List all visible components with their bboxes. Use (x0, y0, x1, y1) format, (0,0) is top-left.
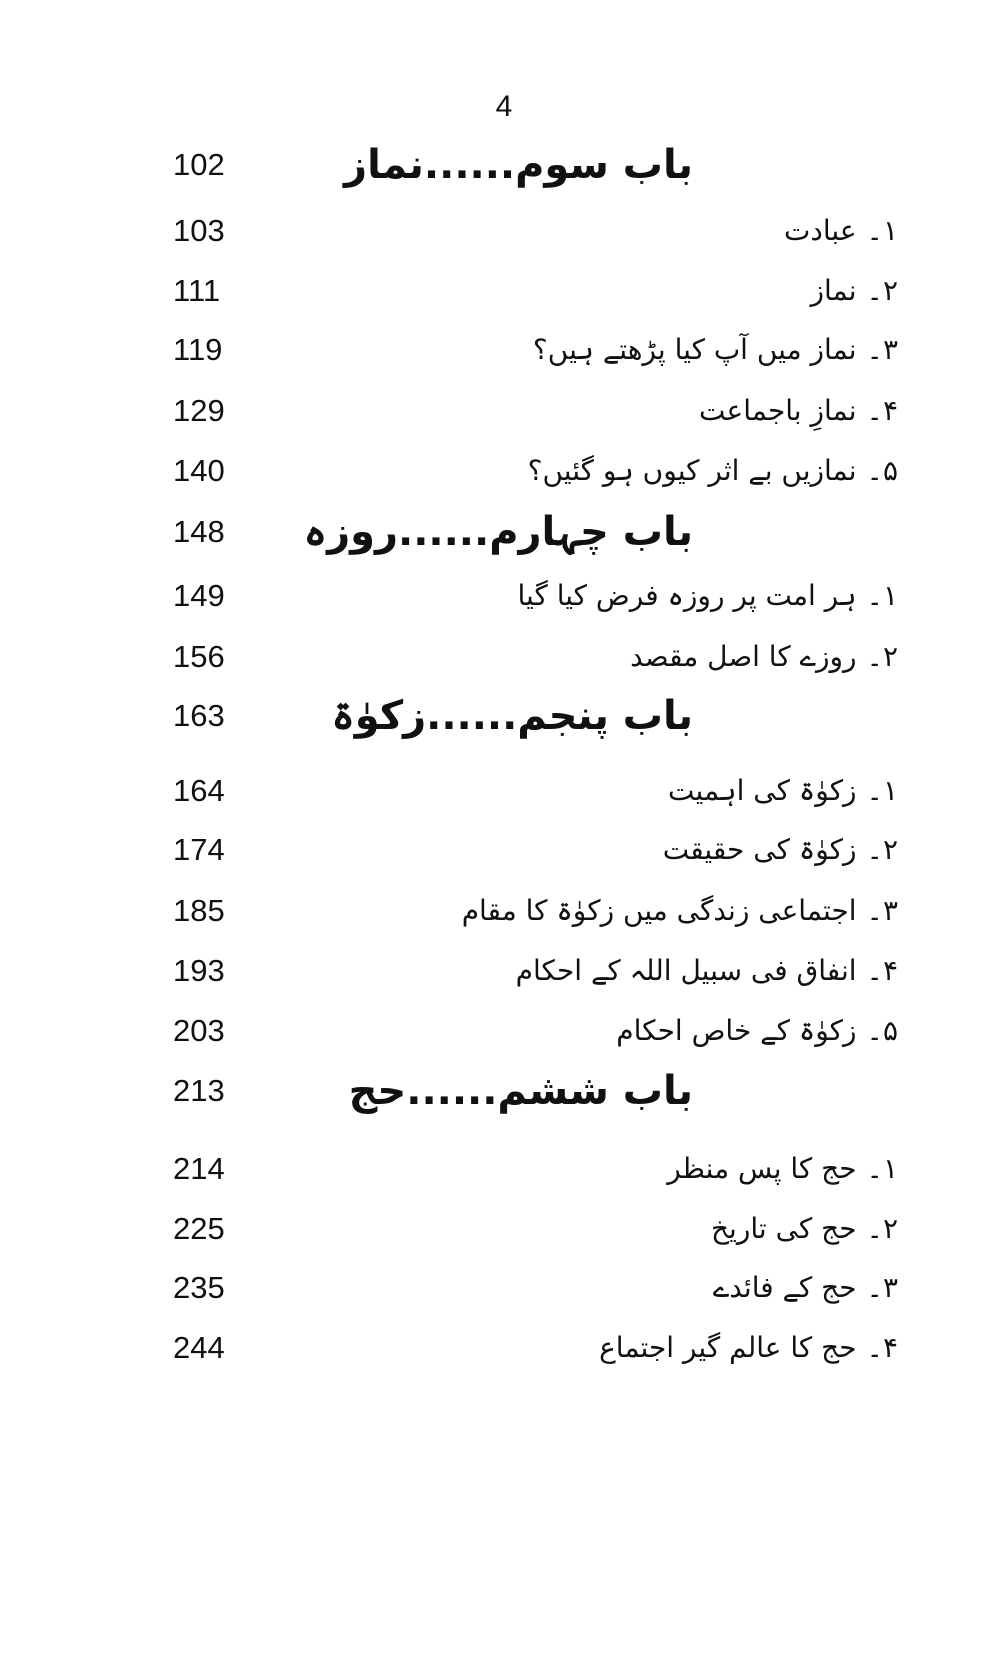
toc-section-row (0, 1260, 1008, 1316)
toc-section-row (0, 263, 1008, 319)
toc-section-row (0, 1201, 1008, 1257)
toc-section-row (0, 383, 1008, 439)
chapter-title: باب ششم......حج (348, 1068, 693, 1114)
section-title: اجتماعی زندگی میں زکوٰۃ کا مقام (461, 894, 857, 927)
section-page-number: 164 (173, 773, 225, 808)
section-number: ۲۔ (866, 274, 898, 307)
section-page-number: 203 (173, 1013, 225, 1048)
section-entry (599, 1320, 898, 1376)
section-title: حج کا عالم گیر اجتماع (599, 1331, 857, 1364)
toc-chapter-row (0, 688, 1008, 744)
section-page-number: 119 (173, 332, 223, 367)
section-page-number: 214 (173, 1151, 225, 1186)
section-entry (516, 943, 898, 999)
chapter-title: باب سوم......نماز (344, 142, 693, 188)
section-title: حج کے فائدے (712, 1271, 857, 1304)
section-entry (668, 763, 898, 819)
section-entry (528, 443, 898, 499)
section-entry (630, 629, 898, 685)
section-number: ۵۔ (866, 1014, 898, 1047)
section-page-number: 103 (173, 213, 225, 248)
toc-section-row (0, 1320, 1008, 1376)
section-page-number: 129 (173, 393, 225, 428)
toc-section-row (0, 203, 1008, 259)
section-number: ۲۔ (866, 640, 898, 673)
section-page-number: 225 (173, 1211, 225, 1246)
toc-section-row (0, 1003, 1008, 1059)
section-number: ۳۔ (866, 894, 898, 927)
section-entry (517, 568, 898, 624)
section-number: ۱۔ (866, 214, 898, 247)
section-title: انفاق فی سبیل اللہ کے احکام (515, 954, 857, 987)
section-title: نمازِ باجماعت (699, 394, 857, 427)
section-title: زکوٰۃ کی حقیقت (662, 833, 857, 866)
section-title: ہر امت پر روزہ فرض کیا گیا (517, 579, 857, 612)
section-entry (711, 1201, 898, 1257)
chapter-title: باب پنجم......زکوٰۃ (331, 693, 693, 739)
section-page-number: 193 (173, 953, 225, 988)
chapter-page-number: 102 (173, 147, 225, 182)
section-entry (462, 883, 898, 939)
section-title: حج کا پس منظر (667, 1152, 857, 1185)
toc-chapter-row (0, 504, 1008, 560)
section-page-number: 156 (173, 639, 225, 674)
section-entry (533, 322, 898, 378)
section-number: ۳۔ (866, 1271, 898, 1304)
section-title: زکوٰۃ کے خاص احکام (616, 1014, 857, 1047)
section-number: ۴۔ (866, 394, 898, 427)
section-number: ۱۔ (866, 1152, 898, 1185)
section-title: عبادت (784, 214, 857, 247)
toc-chapter-row (0, 1063, 1008, 1119)
section-number: ۱۔ (866, 774, 898, 807)
toc-section-row (0, 443, 1008, 499)
chapter-page-number: 163 (173, 698, 225, 733)
toc-section-row (0, 1141, 1008, 1197)
section-entry (784, 203, 898, 259)
toc-section-row (0, 822, 1008, 878)
section-number: ۲۔ (866, 833, 898, 866)
section-title: زکوٰۃ کی اہمیت (668, 774, 857, 807)
section-title: حج کی تاریخ (710, 1212, 857, 1245)
section-number: ۴۔ (866, 954, 898, 987)
section-title: نمازیں بے اثر کیوں ہو گئیں؟ (527, 454, 857, 487)
section-number: ۴۔ (866, 1331, 898, 1364)
section-title: نماز (810, 274, 857, 307)
section-entry (713, 1260, 898, 1316)
toc-section-row (0, 629, 1008, 685)
toc-section-row (0, 568, 1008, 624)
section-page-number: 235 (173, 1270, 225, 1305)
chapter-page-number: 148 (173, 514, 225, 549)
section-entry (616, 1003, 898, 1059)
section-entry (699, 383, 898, 439)
section-title: روزے کا اصل مقصد (630, 640, 857, 673)
section-page-number: 140 (173, 453, 225, 488)
section-page-number: 244 (173, 1330, 225, 1365)
section-page-number: 174 (173, 832, 225, 867)
chapter-title: باب چہارم......روزہ (303, 509, 693, 555)
section-page-number: 111 (173, 273, 221, 308)
section-page-number: 185 (173, 893, 225, 928)
toc-chapter-row (0, 137, 1008, 193)
section-number: ۲۔ (866, 1212, 898, 1245)
toc-section-row (0, 943, 1008, 999)
toc-section-row (0, 883, 1008, 939)
section-page-number: 149 (173, 578, 225, 613)
section-title: نماز میں آپ کیا پڑھتے ہیں؟ (532, 333, 857, 366)
section-entry (667, 1141, 898, 1197)
section-number: ۳۔ (866, 333, 898, 366)
section-number: ۵۔ (866, 454, 898, 487)
toc-section-row (0, 763, 1008, 819)
page-number: 4 (495, 90, 513, 123)
section-entry (663, 822, 898, 878)
toc-section-row (0, 322, 1008, 378)
chapter-page-number: 213 (173, 1073, 225, 1108)
section-number: ۱۔ (866, 579, 898, 612)
section-entry (811, 263, 899, 319)
